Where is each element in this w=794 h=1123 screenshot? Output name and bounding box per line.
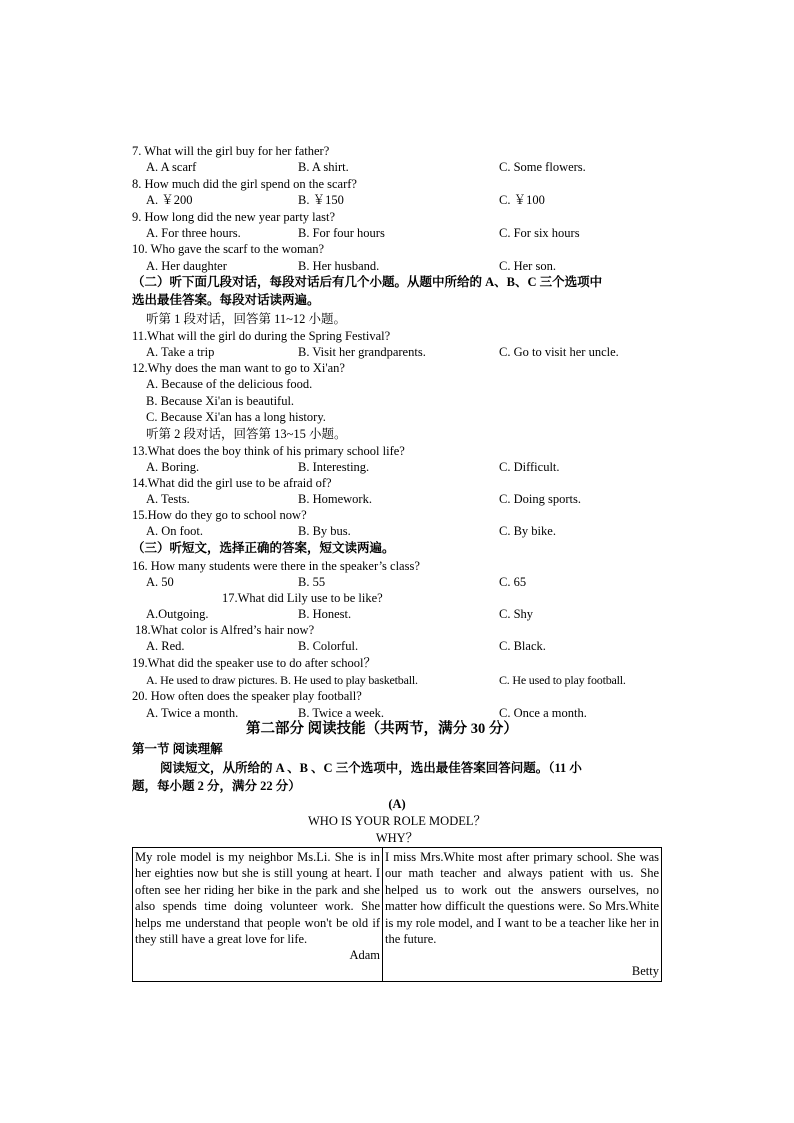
part2-instruction-line2: 题，每小题 2 分，满分 22 分） <box>132 779 301 793</box>
option-16c: C. 65 <box>499 575 527 589</box>
question-10: 10. Who gave the scarf to the woman? <box>132 242 325 256</box>
betty-cell <box>383 848 662 982</box>
option-15c: C. By bike. <box>499 524 556 538</box>
option-8b: B. ￥150 <box>298 193 344 207</box>
option-10b: B. Her husband. <box>298 259 380 273</box>
question-20: 20. How often does the speaker play football? <box>132 689 362 703</box>
option-16b: B. 55 <box>298 575 326 589</box>
option-14b: B. Homework. <box>298 492 372 506</box>
question-14: 14.What did the girl use to be afraid of? <box>132 476 332 490</box>
option-7c: C. Some flowers. <box>499 160 586 174</box>
option-11b: B. Visit her grandparents. <box>298 345 426 359</box>
option-20b: B. Twice a week. <box>298 706 385 720</box>
question-19: 19.What did the speaker use to do after school？ <box>132 656 377 670</box>
table-row <box>133 848 662 982</box>
question-15: 15.How do they go to school now? <box>132 508 307 522</box>
option-15a: A. On foot. <box>146 524 203 538</box>
question-13: 13.What does the boy think of his primary school life? <box>132 444 405 458</box>
option-9a: A. For three hours. <box>146 226 241 240</box>
question-9: 9. How long did the new year party last? <box>132 210 336 224</box>
option-9c: C. For six hours <box>499 226 580 240</box>
passage-label: (A) <box>388 797 406 811</box>
question-16: 16. How many students were there in the speaker’s class? <box>132 559 420 573</box>
option-18c: C. Black. <box>499 639 546 653</box>
dialog2-note: 听第 2 段对话，回答第 13~15 小题。 <box>146 427 347 441</box>
option-16a: A. 50 <box>146 575 174 589</box>
option-7a: A. A scarf <box>146 160 197 174</box>
part2-section1-title: 第一节 阅读理解 <box>132 742 223 756</box>
betty-signature: Betty <box>631 964 659 979</box>
option-13a: A. Boring. <box>146 460 200 474</box>
adam-text: My role model is my neighbor Ms.Li. She is in her eighties now but she is still young at heart. I often see her riding her bike in the park and she also spends time doing volunteer work. She helps me understand that people won't be old if they still have a great love for life. <box>135 850 380 947</box>
passage-subtitle: WHY？ <box>375 831 419 845</box>
option-15b: B. By bus. <box>298 524 351 538</box>
option-17a: A.Outgoing. <box>146 607 209 621</box>
adam-cell <box>133 848 383 982</box>
option-7b: B. A shirt. <box>298 160 349 174</box>
option-18b: B. Colorful. <box>298 639 359 653</box>
adam-signature: Adam <box>349 948 380 963</box>
option-18a: A. Red. <box>146 639 185 653</box>
option-10a: A. Her daughter <box>146 259 227 273</box>
option-14c: C. Doing sports. <box>499 492 581 506</box>
option-11c: C. Go to visit her uncle. <box>499 345 619 359</box>
question-18: 18.What color is Alfred’s hair now? <box>135 623 315 637</box>
option-14a: A. Tests. <box>146 492 190 506</box>
question-17: 17.What did Lily use to be like? <box>222 591 383 605</box>
option-17c: C. Shy <box>499 607 534 621</box>
passage-title: WHO IS YOUR ROLE MODEL？ <box>308 814 486 828</box>
option-8c: C. ￥100 <box>499 193 545 207</box>
option-20c: C. Once a month. <box>499 706 587 720</box>
option-13c: C. Difficult. <box>499 460 560 474</box>
option-17b: B. Honest. <box>298 607 352 621</box>
option-12c: C. Because Xi'an has a long history. <box>146 410 326 424</box>
option-11a: A. Take a trip <box>146 345 215 359</box>
section2-instruction-line2: 选出最佳答案。每段对话读两遍。 <box>132 293 320 307</box>
question-12: 12.Why does the man want to go to Xi'an? <box>132 361 345 375</box>
option-10c: C. Her son. <box>499 259 556 273</box>
role-model-table <box>132 847 662 982</box>
option-13b: B. Interesting. <box>298 460 370 474</box>
question-11: 11.What will the girl do during the Spring Festival? <box>132 329 391 343</box>
betty-text: I miss Mrs.White most after primary school. She was our math teacher and always patient with us. She helped us to work out the answers ourselves, no matter how difficult the questions were. So Mrs.White is my role model, and I want to be a teacher like her in the future. <box>385 850 659 947</box>
option-20a: A. Twice a month. <box>146 706 239 720</box>
part2-instruction-line1: 阅读短文，从所给的 A 、B 、C 三个选项中，选出最佳答案回答问题。（11 小 <box>160 761 582 775</box>
section3-instruction: （三）听短文，选择正确的答案，短文读两遍。 <box>132 541 395 555</box>
option-19ab: A. He used to draw pictures. B. He used to play basketball. <box>146 673 418 687</box>
question-7: 7. What will the girl buy for her father? <box>132 144 330 158</box>
option-9b: B. For four hours <box>298 226 385 240</box>
part2-title: 第二部分 阅读技能（共两节，满分 30 分） <box>246 721 518 737</box>
option-12b: B. Because Xi'an is beautiful. <box>146 394 295 408</box>
option-12a: A. Because of the delicious food. <box>146 377 313 391</box>
option-8a: A. ￥200 <box>146 193 193 207</box>
section2-instruction-line1: （二）听下面几段对话，每段对话后有几个小题。从题中所给的 A、B、C 三个选项中 <box>132 275 603 289</box>
option-19c: C. He used to play football. <box>499 673 626 687</box>
dialog1-note: 听第 1 段对话，回答第 11~12 小题。 <box>146 312 347 326</box>
question-8: 8. How much did the girl spend on the scarf? <box>132 177 357 191</box>
